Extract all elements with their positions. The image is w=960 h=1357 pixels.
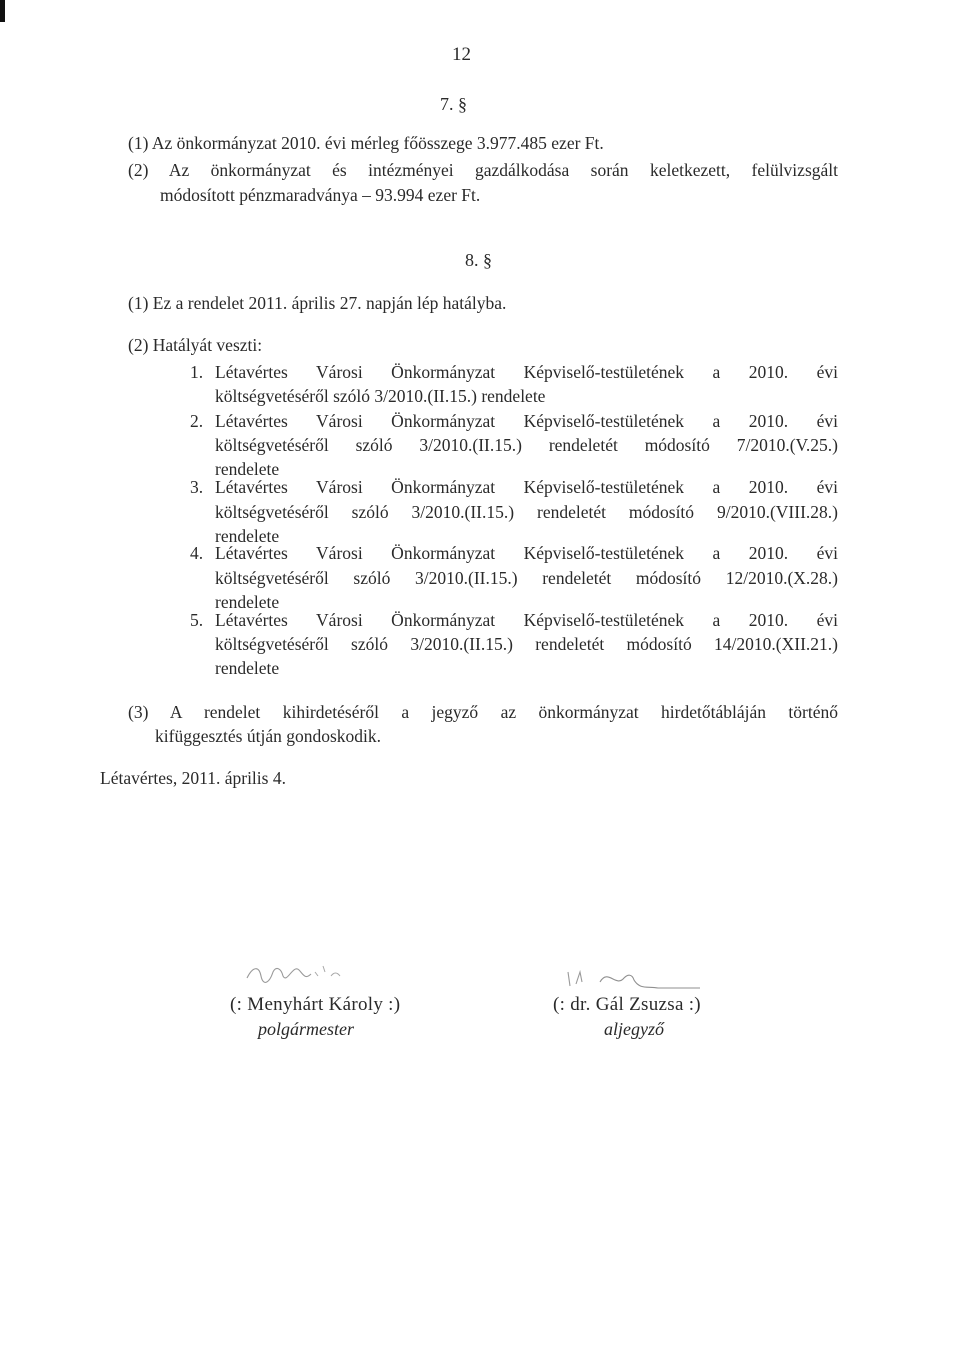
left-signatory-title: polgármester: [258, 1019, 354, 1039]
item-number: 5.: [190, 610, 204, 630]
item-line-2: költségvetéséről szóló 3/2010.(II.15.) rendeletét módosító 9/2010.(VIII.28.): [215, 502, 838, 522]
section-8-paragraph-2-intro: (2) Hatályát veszti:: [128, 335, 263, 355]
item-line-1: Létavértes Városi Önkormányzat Képviselő-testületének a 2010. évi: [215, 610, 838, 630]
section-7-paragraph-1: (1) Az önkormányzat 2010. évi mérleg főösszege 3.977.485 ezer Ft.: [128, 133, 604, 153]
place-and-date: Létavértes, 2011. április 4.: [100, 768, 286, 788]
section-7-paragraph-2-line-1: (2) Az önkormányzat és intézményei gazdálkodása során keletkezett, felülvizsgált: [128, 160, 838, 180]
item-line-3: rendelete: [215, 592, 280, 612]
left-handwritten-signature: [243, 958, 353, 990]
item-line-3: rendelete: [215, 459, 280, 479]
item-number: 2.: [190, 411, 204, 431]
page-number: 12: [452, 44, 471, 65]
left-signatory-name: (: Menyhárt Károly :): [230, 994, 401, 1015]
item-number: 4.: [190, 543, 204, 563]
item-line-1: Létavértes Városi Önkormányzat Képviselő-testületének a 2010. évi: [215, 411, 838, 431]
item-line-1: Létavértes Városi Önkormányzat Képviselő-testületének a 2010. évi: [215, 362, 838, 382]
section-8-paragraph-3-line-2: kifüggesztés útján gondoskodik.: [155, 726, 382, 746]
right-handwritten-signature: [562, 962, 702, 998]
scan-edge-mark: [0, 0, 5, 22]
section-8-heading: 8. §: [465, 250, 492, 270]
item-line-2: költségvetéséről szóló 3/2010.(II.15.) rendeletét módosító 14/2010.(XII.21.): [215, 634, 838, 654]
section-8-paragraph-3-line-1: (3) A rendelet kihirdetéséről a jegyző az önkormányzat hirdetőtábláján történő: [128, 702, 838, 722]
item-line-1: Létavértes Városi Önkormányzat Képviselő-testületének a 2010. évi: [215, 477, 838, 497]
section-7-heading: 7. §: [440, 94, 467, 114]
section-8-paragraph-1: (1) Ez a rendelet 2011. április 27. napján lép hatályba.: [128, 293, 507, 313]
item-line-1: Létavértes Városi Önkormányzat Képviselő-testületének a 2010. évi: [215, 543, 838, 563]
right-signatory-name: (: dr. Gál Zsuzsa :): [553, 994, 701, 1015]
section-7-paragraph-2-line-2: módosított pénzmaradványa – 93.994 ezer Ft.: [160, 185, 481, 205]
item-line-2: költségvetéséről szóló 3/2010.(II.15.) rendeletét módosító 7/2010.(V.25.): [215, 435, 838, 455]
item-number: 3.: [190, 477, 204, 497]
right-signatory-title: aljegyző: [604, 1019, 664, 1039]
item-number: 1.: [190, 362, 204, 382]
item-line-3: rendelete: [215, 526, 280, 546]
item-line-2: költségvetéséről szóló 3/2010.(II.15.) rendelete: [215, 386, 546, 406]
item-line-2: költségvetéséről szóló 3/2010.(II.15.) rendeletét módosító 12/2010.(X.28.): [215, 568, 838, 588]
item-line-3: rendelete: [215, 658, 280, 678]
